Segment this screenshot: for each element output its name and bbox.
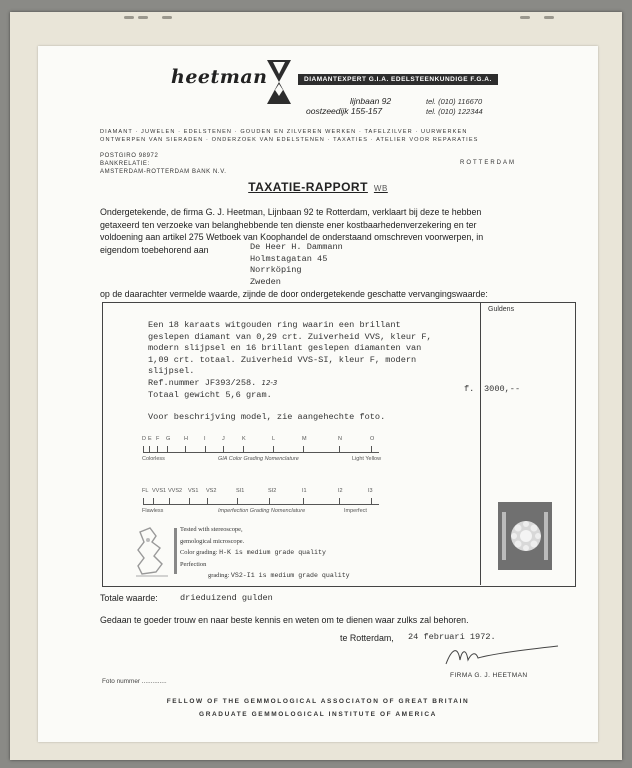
gem-line: Tested with stereoscope,: [180, 526, 243, 533]
appraised-amount: 3000,--: [484, 384, 521, 394]
clarity-right-label: Imperfect: [344, 508, 367, 514]
bank-name: AMSTERDAM-ROTTERDAM BANK N.V.: [100, 169, 227, 175]
currency-symbol: f.: [464, 384, 475, 394]
date: 24 februari 1972.: [408, 632, 496, 642]
scale-letter: I: [204, 436, 206, 442]
punch-hole: [544, 16, 554, 19]
punch-hole: [124, 16, 134, 19]
scale-letter: E: [148, 436, 152, 442]
stamp-divider: [174, 528, 177, 574]
owner-address: [250, 242, 343, 288]
description-line: geslepen diamant van 0,29 crt. Zuiverheid VVS, kleur F,: [148, 331, 432, 342]
scale-letter: SI2: [268, 488, 277, 494]
model-note: Voor beschrijving model, zie aangehechte foto.: [148, 412, 386, 423]
report-title-text: TAXATIE-RAPPORT: [248, 180, 368, 194]
total-in-words: drieduizend gulden: [180, 593, 273, 603]
services-line-2: ONTWERPEN VAN SIERADEN · ONDERZOEK VAN EDELSTENEN · TAXATIES · ATELIER VOOR REPARATIES: [100, 137, 479, 143]
color-scale-caption: GIA Color Grading Nomenclature: [218, 456, 299, 462]
intro-line: eigendom toebehorend aan: [100, 244, 209, 255]
ref-handwritten: 12-3: [261, 378, 278, 387]
scale-letter: I2: [338, 488, 343, 494]
scale-letter: O: [370, 436, 375, 442]
ring-photo: [498, 502, 552, 570]
gem-line: [180, 570, 350, 582]
scale-letter: H: [184, 436, 188, 442]
scale-letter: FL: [142, 488, 149, 494]
clarity-scale-caption: Imperfection Grading Nomenclature: [218, 508, 306, 514]
punch-hole: [520, 16, 530, 19]
bank-label: BANKRELATIE:: [100, 161, 150, 167]
clarity-grading-scale: [143, 504, 379, 505]
gem-label: Color grading:: [180, 549, 218, 556]
gem-line: [180, 547, 350, 559]
clarity-result: VS2-I1 is medium grade quality: [230, 572, 350, 579]
intro-line: Ondergetekende, de firma G. J. Heetman, Lijnbaan 92 te Rotterdam, verklaart bij deze te hebben: [100, 207, 482, 217]
scale-letter: I3: [368, 488, 373, 494]
scale-letter: I1: [302, 488, 307, 494]
punch-hole: [162, 16, 172, 19]
address-line-2: oostzeedijk 155-157: [306, 106, 383, 116]
closing-statement: Gedaan te goeder trouw en naar beste kennis en weten om te dienen waar zulks zal behoren.: [100, 615, 469, 625]
scale-letter: N: [338, 436, 342, 442]
scale-letter: M: [302, 436, 307, 442]
scale-letter: SI1: [236, 488, 245, 494]
description-line: Totaal gewicht 5,6 gram.: [148, 389, 272, 400]
scale-letter: VVS2: [168, 488, 183, 494]
document-page: [38, 46, 598, 742]
company-logo: heetman: [171, 66, 268, 88]
punch-hole: [138, 16, 148, 19]
services-line-1: DIAMANT · JUWELEN · EDELSTENEN · GOUDEN EN ZILVEREN WERKEN · TAFELZILVER · UURWERKEN: [100, 129, 468, 135]
gem-test-notes: [180, 524, 350, 582]
photo-number-label: Foto nummer ..............: [102, 678, 167, 685]
ring-image-icon: [498, 502, 552, 570]
scale-letter: F: [156, 436, 160, 442]
color-grading-scale: [143, 452, 379, 453]
color-left-label: Colorless: [142, 456, 165, 462]
total-label: Totale waarde:: [100, 593, 158, 603]
place: te Rotterdam,: [340, 633, 394, 643]
gemologist-stamp-icon: [132, 526, 172, 578]
after-owner-line: op de daarachter vermelde waarde, zijnde de door ondergetekende geschatte vervangingswaarde:: [100, 289, 488, 299]
color-result: H-K is medium grade quality: [219, 549, 326, 556]
scale-letter: VVS1: [152, 488, 167, 494]
gem-line: Perfection: [180, 560, 207, 568]
scale-letter: G: [166, 436, 171, 442]
scale-letter: VS2: [206, 488, 217, 494]
city: ROTTERDAM: [460, 160, 516, 166]
footer-line-2: GRADUATE GEMMOLOGICAL INSTITUTE OF AMERICA: [199, 711, 437, 718]
clarity-left-label: Flawless: [142, 508, 164, 514]
hourglass-icon: [267, 60, 291, 104]
postgiro: POSTGIRO 98972: [100, 153, 159, 159]
report-title: [38, 180, 598, 194]
owner-country: Zweden: [250, 276, 281, 287]
firm-name: FIRMA G. J. HEETMAN: [450, 672, 528, 679]
report-initials: WB: [373, 184, 388, 193]
description-line: Een 18 karaats witgouden ring waarin een brillant: [148, 320, 401, 330]
intro-line: voldoening aan artikel 275 Wetboek van Koophandel de onderstaand omschreven voorwerpen, in: [100, 232, 484, 243]
scale-letter: D: [142, 436, 146, 442]
credentials-banner: DIAMANTEXPERT G.I.A. EDELSTEENKUNDIGE F.G.A.: [298, 74, 498, 85]
telephone-1: tel. (010) 116670: [426, 97, 483, 106]
ref-number: Ref.nummer JF393/258.: [148, 377, 257, 388]
description-line: [148, 378, 432, 390]
intro-line: getaxeerd ten verzoeke van belanghebbende ten dienste ener kostbaarhedenverzekering en ter: [100, 219, 477, 230]
value-column-divider: [480, 302, 481, 585]
scale-letter: J: [222, 436, 225, 442]
scale-letter: K: [242, 436, 246, 442]
scale-letter: VS1: [188, 488, 199, 494]
owner-city: Norrköping: [250, 265, 302, 276]
color-right-label: Light Yellow: [352, 456, 382, 462]
signature-icon: [442, 638, 562, 672]
address-line-1: lijnbaan 92: [350, 96, 392, 106]
owner-street: Holmstagatan 45: [250, 253, 328, 264]
description-line: 1,09 crt. totaal. Zuiverheid VVS-SI, kleur F, modern: [148, 354, 417, 365]
description-line: slijpsel.: [148, 366, 195, 377]
item-description: [148, 320, 432, 424]
scale-letter: L: [272, 436, 276, 442]
guldens-header: Guldens: [488, 306, 515, 313]
gem-line: gemological microscope.: [180, 537, 245, 545]
telephone-2: tel. (010) 122344: [426, 107, 483, 116]
footer-line-1: FELLOW OF THE GEMMOLOGICAL ASSOCIATON OF GREAT BRITAIN: [166, 698, 470, 705]
gem-label: grading:: [208, 572, 230, 579]
description-line: modern slijpsel en 16 brillant geslepen diamanten van: [148, 343, 422, 354]
owner-name: De Heer H. Dammann: [250, 242, 343, 252]
